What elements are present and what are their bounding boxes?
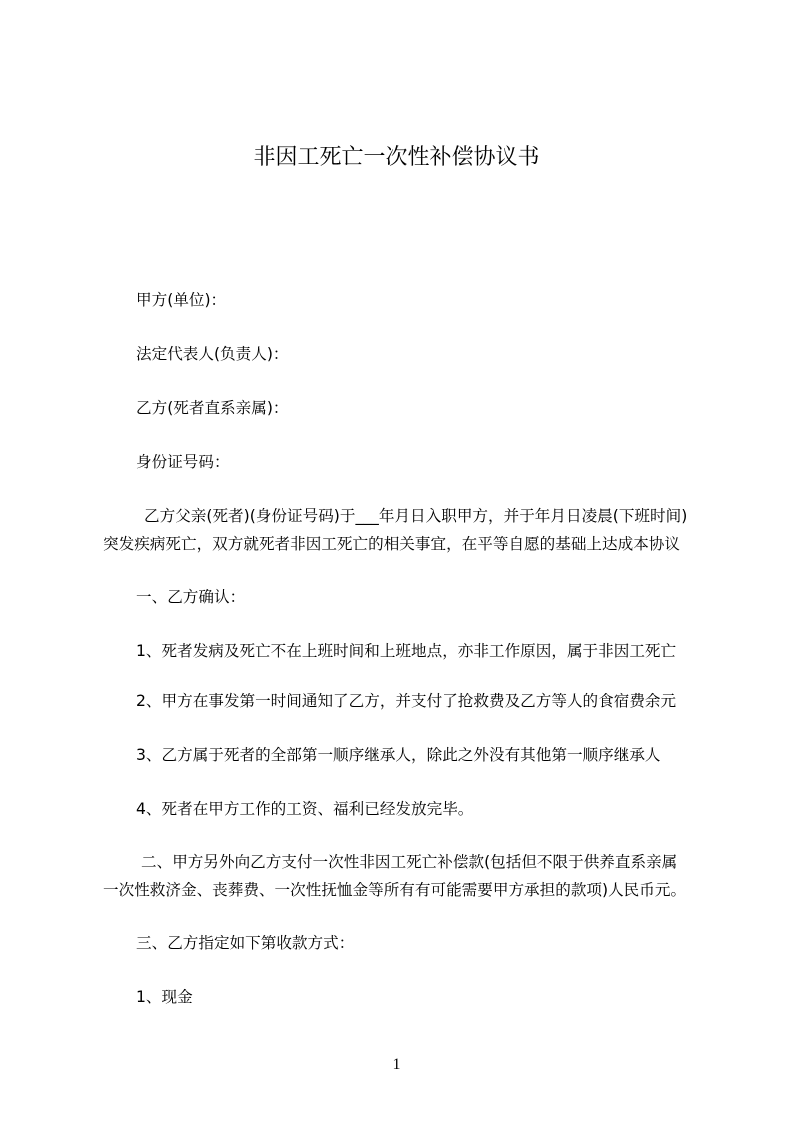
section-heading: 一、乙方确认：	[136, 588, 246, 606]
paragraph-line: 乙方父亲(死者)(身份证号码)于___年月日入职甲方，并于年月日凌晨(下班时间)	[144, 507, 688, 525]
party-b-label: 乙方(死者直系亲属)：	[136, 399, 289, 417]
party-a-label: 甲方(单位)：	[136, 291, 227, 309]
page-number: 1	[392, 1056, 401, 1073]
list-item: 3、乙方属于死者的全部第一顺序继承人，除此之外没有其他第一顺序继承人	[136, 746, 661, 764]
list-item: 1、死者发病及死亡不在上班时间和上班地点，亦非工作原因，属于非因工死亡	[136, 642, 677, 660]
list-item: 2、甲方在事发第一时间通知了乙方，并支付了抢救费及乙方等人的食宿费余元	[136, 692, 677, 710]
paragraph-line: 二、甲方另外向乙方支付一次性非因工死亡补偿款(包括但不限于供养直系亲属	[141, 853, 678, 871]
legal-rep-label: 法定代表人(负责人)：	[136, 345, 289, 363]
section-heading: 三、乙方指定如下第收款方式：	[136, 934, 355, 952]
document-title: 非因工死亡一次性补偿协议书	[253, 145, 540, 170]
list-item: 1、现金	[136, 988, 193, 1006]
list-item: 4、死者在甲方工作的工资、福利已经发放完毕。	[136, 800, 474, 818]
paragraph-line: 一次性救济金、丧葬费、一次性抚恤金等所有有可能需要甲方承担的款项)人民币元。	[103, 881, 687, 899]
paragraph-line: 突发疾病死亡，双方就死者非因工死亡的相关事宜，在平等自愿的基础上达成本协议	[103, 535, 680, 553]
id-number-label: 身份证号码：	[136, 453, 230, 471]
